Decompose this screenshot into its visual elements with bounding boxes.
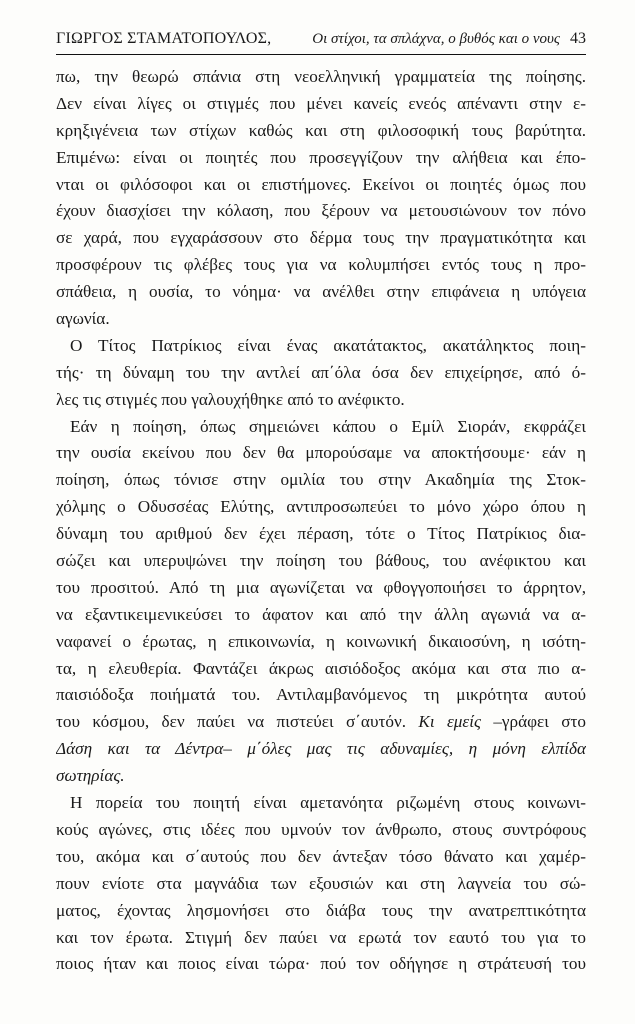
text-line — [56, 467, 586, 494]
text-line — [56, 145, 586, 172]
text-run: σπάθεια, η ουσία, το νόημα· να ανέλθει στην επιφάνεια η υπόγεια — [56, 282, 586, 302]
text-run: Ο Τίτος Πατρίκιος είναι ένας ακατάτακτος, ακατάληκτος ποιη- — [70, 335, 586, 355]
text-line — [56, 387, 586, 414]
text-run: έχουν διασχίσει την κόλαση, που ξέρουν να μετουσιώνουν τον πόνο — [56, 201, 586, 221]
text-run: λες τις στιγμές που γαλουχήθηκε από το ανέφικτο. — [56, 389, 405, 409]
text-line — [56, 360, 586, 387]
text-line — [56, 925, 586, 952]
text-run: σε χαρά, που εγχαράσσουν στο δέρμα τους την πραγματικότητα και — [56, 228, 586, 248]
text-line — [56, 333, 586, 360]
italic-text: σωτηρίας. — [56, 766, 125, 786]
body-text — [56, 64, 586, 978]
text-run: αγωνία. — [56, 309, 110, 329]
text-line — [56, 844, 586, 871]
text-line — [56, 548, 586, 575]
text-run: κούς αγώνες, στις ιδέες που υμνούν τον άνθρωπο, στους συντρόφους — [56, 819, 586, 839]
text-run: χόλμης ο Οδυσσέας Ελύτης, αντιπροσωπεύει το μόνο χώρο όπου η — [56, 497, 586, 517]
text-run: ποίηση, όπως τόνισε στην ομιλία του στην Ακαδημία της Στοκ- — [56, 470, 586, 490]
running-head-author: ΓΙΩΡΓΟΣ ΣΤΑΜΑΤΟΠΟΥΛΟΣ, — [56, 30, 272, 47]
text-run: τα, η ελευθερία. Φαντάζει άκρως αισιόδοξος ακόμα και στα πιο α- — [56, 658, 586, 678]
text-line — [56, 118, 586, 145]
text-line — [56, 709, 586, 736]
text-line — [56, 602, 586, 629]
text-line — [56, 306, 586, 333]
text-run: Εάν η ποίηση, όπως σημειώνει κάπου ο Εμίλ Σιοράν, εκφράζει — [70, 416, 586, 436]
text-run: κρηξιγένεια των στίχων καθώς και στη φιλοσοφική τους βαρύτητα. — [56, 120, 586, 140]
text-run: Δεν είναι λίγες οι στιγμές που μένει κανείς ενεός απέναντι στην ε- — [56, 93, 586, 113]
text-line — [56, 252, 586, 279]
text-run: ποιος ήταν και ποιος είναι τώρα· πού τον οδήγησε η στράτευσή του — [56, 954, 586, 974]
text-line — [56, 763, 586, 790]
text-line — [56, 64, 586, 91]
text-line — [56, 898, 586, 925]
text-line — [56, 225, 586, 252]
running-head-title: Οι στίχοι, τα σπλάχνα, ο βυθός και ο νους — [312, 31, 560, 47]
text-line — [56, 682, 586, 709]
text-run: σώζει και υπερυψώνει την ποίηση του βάθους, του ανέφικτου και — [56, 551, 586, 571]
text-line — [56, 172, 586, 199]
header-rule — [56, 54, 586, 55]
text-run: νται οι φιλόσοφοι και οι επιστήμονες. Εκείνοι οι ποιητές όμως που — [56, 174, 586, 194]
text-line — [56, 440, 586, 467]
text-line — [56, 198, 586, 225]
page-number: 43 — [570, 30, 586, 47]
text-run: ναφανεί ο έρωτας, η επικοινωνία, η κοινωνική δικαιοσύνη, η ισότη- — [56, 631, 586, 651]
text-run: παισιόδοξα ποιήματά του. Αντιλαμβανόμενος τη μικρότητα αυτού — [56, 685, 586, 705]
text-run: του προσιτού. Από τη μια αγωνίζεται να φθογγοποιήσει το άρρητον, — [56, 577, 586, 597]
text-line — [56, 575, 586, 602]
text-line — [56, 279, 586, 306]
running-head — [56, 30, 586, 52]
text-run: πω, την θεωρώ σπάνια στη νεοελληνική γραμματεία της ποίησης. — [56, 67, 586, 86]
text-run: προσφέρουν τις φλέβες τους για να κολυμπήσει εντός τους η προ- — [56, 255, 586, 275]
text-line — [56, 817, 586, 844]
text-run: και τον έρωτα. Στιγμή δεν παύει να ερωτά τον εαυτό του για το — [56, 927, 586, 947]
italic-text: Δάση και τα Δέντρα– μ΄όλες μας τις αδυναμίες, η μόνη ελπίδα — [56, 739, 586, 759]
italic-text: Κι εμείς — [418, 712, 481, 732]
text-line — [56, 736, 586, 763]
text-run: Επιμένω: είναι οι ποιητές που προσεγγίζουν την αλήθεια και έπο- — [56, 147, 586, 167]
text-run: του κόσμου, δεν παύει να πιστεύει σ΄αυτόν. — [56, 712, 419, 732]
text-run: –γράφει στο — [480, 712, 586, 732]
text-line — [56, 91, 586, 118]
running-head-right — [312, 30, 586, 48]
text-run: ματος, έχοντας λησμονήσει στο διάβα τους την ανατρεπτικότητα — [56, 900, 586, 920]
text-line — [56, 790, 586, 817]
text-run: του, ακόμα και σ΄αυτούς που δεν άντεξαν τόσο θάνατο και χαμέρ- — [56, 846, 586, 866]
text-line — [56, 629, 586, 656]
text-run: Η πορεία του ποιητή είναι αμετανόητα ριζωμένη στους κοινωνι- — [70, 793, 586, 813]
text-run: τής· τη δύναμη του την αντλεί απ΄όλα όσα δεν επιχείρησε, από ό- — [56, 362, 586, 382]
text-run: να εξαντικειμενικεύσει το άφατον και από την άλλη αγωνιά να α- — [56, 604, 586, 624]
text-line — [56, 494, 586, 521]
text-line — [56, 414, 586, 441]
text-line — [56, 951, 586, 978]
text-line — [56, 656, 586, 683]
text-line — [56, 521, 586, 548]
text-run: πουν ενίοτε στα μαγνάδια των εξουσιών και στη λαγνεία του σώ- — [56, 873, 586, 893]
text-run: δύναμη του αριθμού δεν έχει πέραση, τότε ο Τίτος Πατρίκιος δια- — [56, 524, 586, 544]
text-line — [56, 871, 586, 898]
text-run: την ουσία εκείνου που δεν θα μπορούσαμε να αποκτήσουμε· εάν η — [56, 443, 586, 463]
